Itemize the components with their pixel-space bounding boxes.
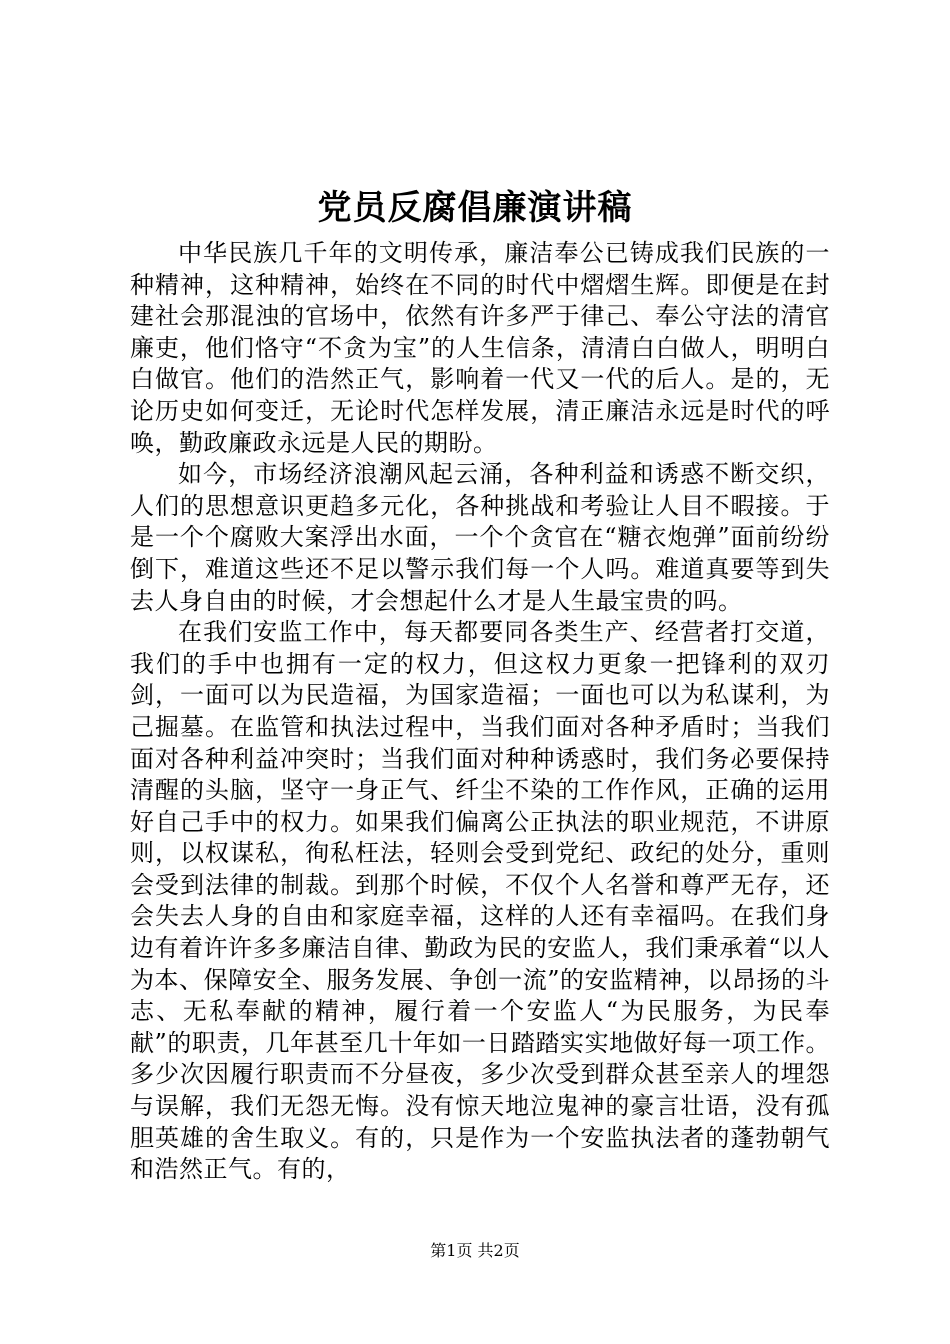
paragraph-2: 如今，市场经济浪潮风起云涌，各种利益和诱惑不断交织，人们的思想意识更趋多元化，各种挑战和考验让人目不暇接。于是一个个腐败大案浮出水面，一个个贪官在“糖衣炮弹”面前纷纷倒下，难道这些还不足以警示我们每一个人吗。难道真要等到失去人身自由的时候，才会想起什么才是人生最宝贵的吗。 (130, 460, 830, 615)
page-footer: 第1页 共2页 (430, 1241, 520, 1260)
paragraph-1: 中华民族几千年的文明传承，廉洁奉公已铸成我们民族的一种精神，这种精神，始终在不同的时代中熠熠生辉。即便是在封建社会那混浊的官场中，依然有许多严于律己、奉公守法的清官廉吏，他们恪守“不贪为宝”的人生信条，清清白白做人，明明白白做官。他们的浩然正气，影响着一代又一代的后人。是的，无论历史如何变迁，无论时代怎样发展，清正廉洁永远是时代的呼唤，勤政廉政永远是人民的期盼。 (130, 239, 830, 457)
paragraph-3: 在我们安监工作中，每天都要同各类生产、经营者打交道，我们的手中也拥有一定的权力，但这权力更象一把锋利的双刃剑，一面可以为民造福，为国家造福；一面也可以为私谋利，为己掘墓。在监管和执法过程中，当我们面对各种矛盾时；当我们面对各种利益冲突时；当我们面对种种诱惑时，我们务必要保持清醒的头脑，坚守一身正气、纤尘不染的工作作风，正确的运用好自己手中的权力。如果我们偏离公正执法的职业规范，不讲原则，以权谋私，徇私枉法，轻则会受到党纪、政纪的处分，重则会受到法律的制裁。到那个时候，不仅个人名誉和尊严无存，还会失去人身的自由和家庭幸福，这样的人还有幸福吗。在我们身边有着许许多多廉洁自律、勤政为民的安监人，我们秉承着“以人为本、保障安全、服务发展、争创一流”的安监精神，以昂扬的斗志、无私奉献的精神，履行着一个安监人“为民服务，为民奉献”的职责，几年甚至几十年如一日踏踏实实地做好每一项工作。多少次因履行职责而不分昼夜，多少次受到群众甚至亲人的埋怨与误解，我们无怨无悔。没有惊天地泣鬼神的豪言壮语，没有孤胆英雄的舍生取义。有的，只是作为一个安监执法者的蓬勃朝气和浩然正气。有的， (130, 618, 830, 1184)
document-body (130, 238, 830, 1186)
document-title: 党员反腐倡廉演讲稿 (317, 188, 633, 228)
